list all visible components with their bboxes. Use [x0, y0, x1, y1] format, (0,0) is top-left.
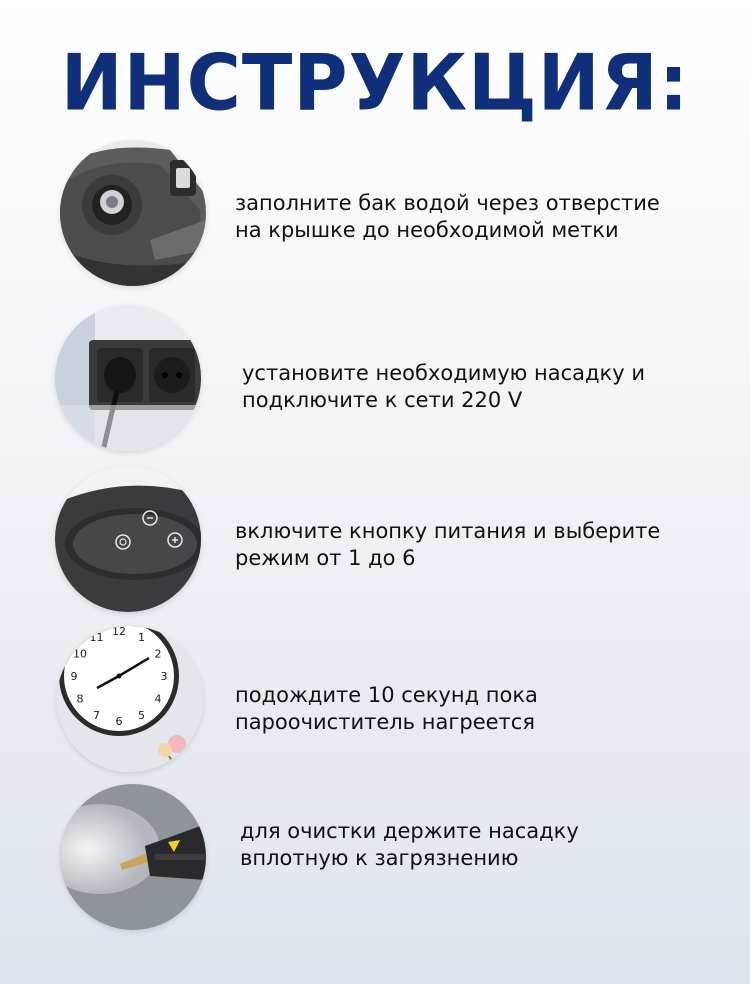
clock-number: 8 — [76, 692, 84, 706]
clock-number: 9 — [70, 670, 78, 683]
steam-nozzle-icon — [60, 784, 206, 930]
power-socket-icon — [55, 305, 201, 451]
step-2 — [0, 305, 750, 455]
clock-number: 10 — [73, 647, 87, 661]
clock-number: 6 — [115, 715, 123, 728]
clock-number: 3 — [160, 670, 168, 683]
step-1-text: заполните бак водой через отверстие на крышке до необходимой метки — [235, 191, 660, 242]
step-4-text: подождите 10 секунд пока пароочиститель нагреется — [235, 683, 538, 734]
step-5-text: для очистки держите насадку вплотную к загрязнению — [240, 819, 579, 870]
step-4 — [0, 626, 750, 776]
clock-number: 12 — [112, 626, 126, 638]
clock-number: 11 — [89, 631, 104, 644]
water-tank-lid-icon — [60, 140, 206, 286]
step-3 — [0, 466, 750, 616]
wall-clock-icon — [57, 626, 203, 772]
step-1 — [0, 140, 750, 290]
page-title: ИНСТРУКЦИЯ: — [60, 37, 690, 129]
clock-number: 1 — [138, 631, 145, 644]
clock-number: 7 — [93, 709, 100, 722]
step-5 — [0, 784, 750, 934]
step-2-text: установите необходимую насадку и подключите к сети 220 V — [242, 361, 645, 412]
clock-number: 2 — [154, 647, 162, 661]
clock-number: 5 — [138, 709, 145, 722]
control-panel-icon — [55, 466, 201, 612]
clock-number: 4 — [154, 692, 162, 706]
step-3-text: включите кнопку питания и выберите режим от 1 до 6 — [235, 519, 661, 570]
